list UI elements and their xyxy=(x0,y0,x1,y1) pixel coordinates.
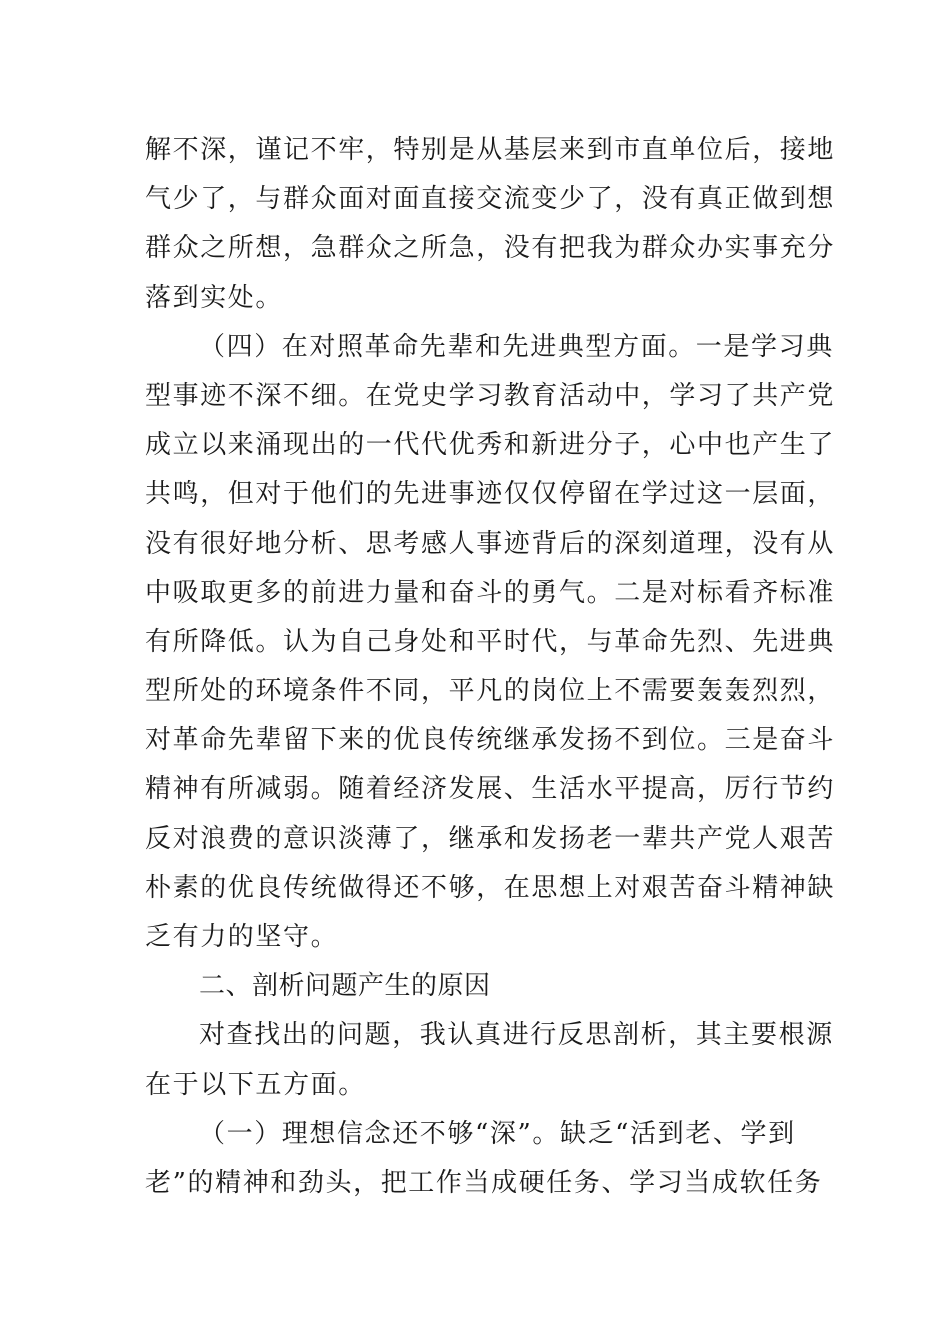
text-line: 对革命先辈留下来的优良传统继承发扬不到位。三是奋斗 xyxy=(145,725,836,756)
paragraph-start-line: （四）在对照革命先辈和先进典型方面。一是学习典 xyxy=(199,331,834,362)
text-line: 型所处的环境条件不同，平凡的岗位上不需要轰轰烈烈， xyxy=(145,676,836,707)
text-line: 气少了，与群众面对面直接交流变少了，没有真正做到想 xyxy=(145,184,836,215)
text-line: 老”的精神和劲头，把工作当成硬任务、学习当成软任务 xyxy=(145,1167,823,1198)
text-line: 没有很好地分析、思考感人事迹背后的深刻道理，没有从 xyxy=(145,528,836,559)
text-line: 群众之所想，急群众之所急，没有把我为群众办实事充分 xyxy=(145,233,836,264)
text-line: 型事迹不深不细。在党史学习教育活动中，学习了共产党 xyxy=(145,380,836,411)
section-heading: 二、剖析问题产生的原因 xyxy=(199,971,491,1002)
text-line: 朴素的优良传统做得还不够，在思想上对艰苦奋斗精神缺 xyxy=(145,872,836,903)
text-line: 有所降低。认为自己身处和平时代，与革命先烈、先进典 xyxy=(145,626,836,657)
paragraph-start-line: （一）理想信念还不够“深”。缺乏“活到老、学到 xyxy=(199,1118,796,1149)
paragraph-start-line: 对查找出的问题，我认真进行反思剖析，其主要根源 xyxy=(199,1020,834,1051)
document-body xyxy=(145,126,836,1208)
text-line: 中吸取更多的前进力量和奋斗的勇气。二是对标看齐标准 xyxy=(145,577,836,608)
text-line: 在于以下五方面。 xyxy=(145,1069,366,1100)
text-line: 反对浪费的意识淡薄了，继承和发扬老一辈共产党人艰苦 xyxy=(145,823,836,854)
text-line: 共鸣，但对于他们的先进事迹仅仅停留在学过这一层面， xyxy=(145,479,836,510)
text-line: 落到实处。 xyxy=(145,282,284,313)
text-line: 成立以来涌现出的一代代优秀和新进分子，心中也产生了 xyxy=(145,430,836,461)
text-line: 乏有力的坚守。 xyxy=(145,922,339,952)
text-line: 解不深，谨记不牢，特别是从基层来到市直单位后，接地 xyxy=(145,135,836,165)
text-line: 精神有所减弱。随着经济发展、生活水平提高，厉行节约 xyxy=(145,774,836,805)
